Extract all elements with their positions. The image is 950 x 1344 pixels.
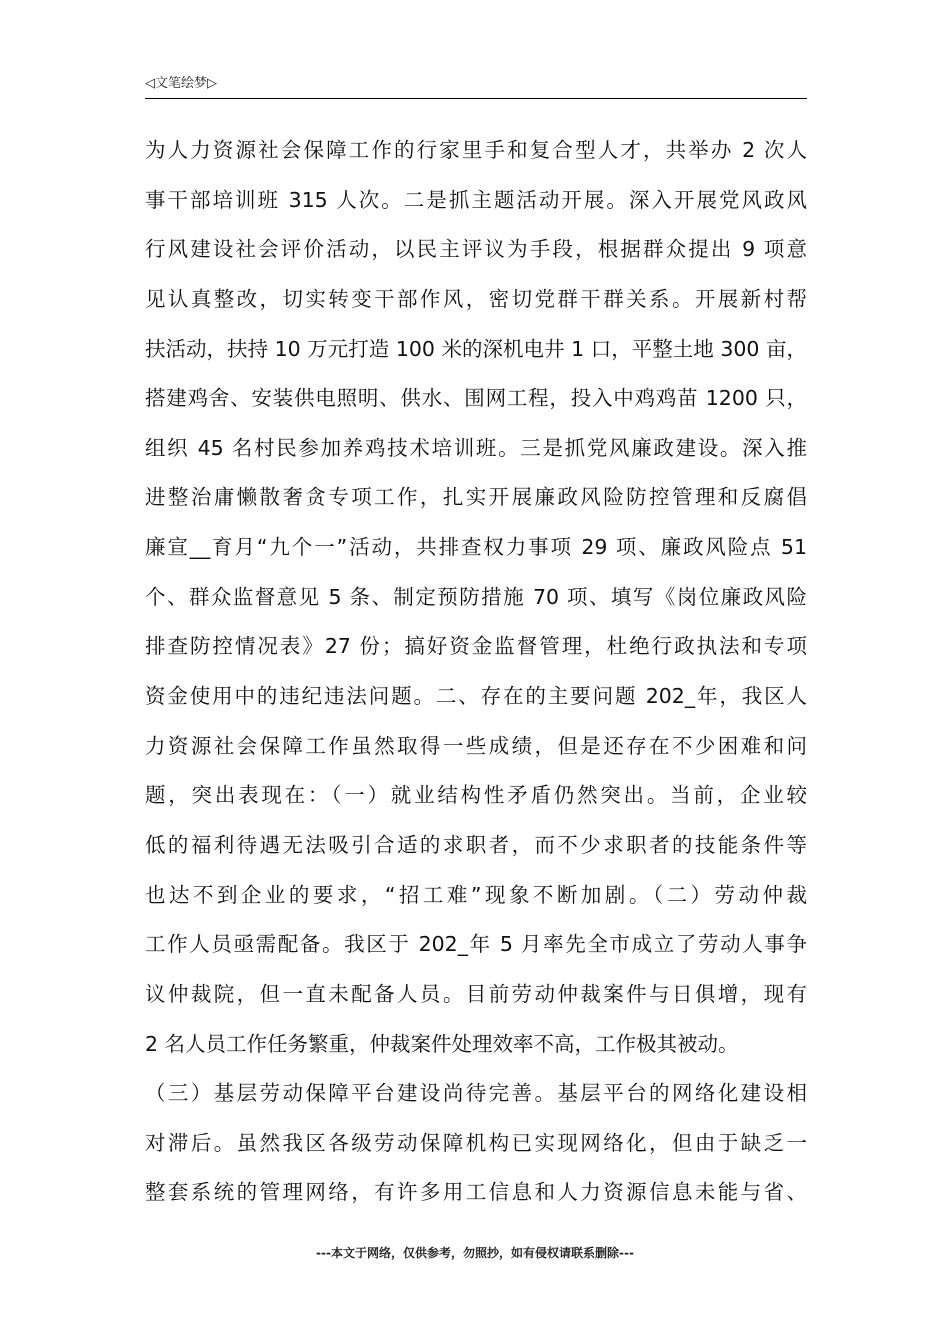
body-line: 排查防控情况表》27 份；搞好资金监督管理，杜绝行政执法和专项 [145,634,807,659]
body-line: 2 名人员工作任务繁重，仲裁案件处理效率不高，工作极其被动。 [145,1031,739,1056]
body-line: （三）基层劳动保障平台建设尚待完善。基层平台的网络化建设相 [145,1081,807,1106]
body-line: 对滞后。虽然我区各级劳动保障机构已实现网络化，但由于缺乏一 [145,1130,807,1155]
body-line: 议仲裁院，但一直未配备人员。目前劳动仲裁案件与日俱增，现有 [145,981,807,1006]
body-line: 进整治庸懒散奢贪专项工作，扎实开展廉政风险防控管理和反腐倡 [145,485,807,510]
body-line: 扶活动，扶持 10 万元打造 100 米的深机电井 1 口，平整土地 300 亩， [145,336,807,361]
body-line: 个、群众监督意见 5 条、制定预防措施 70 项、填写《岗位廉政风险 [145,584,807,609]
body-line: 行风建设社会评价活动，以民主评议为手段，根据群众提出 9 项意 [145,237,807,262]
body-line: 为人力资源社会保障工作的行家里手和复合型人才，共举办 2 次人 [145,138,807,162]
body-line: 低的福利待遇无法吸引合适的求职者，而不少求职者的技能条件等 [145,832,807,857]
body-line: 题，突出表现在：（一）就业结构性矛盾仍然突出。当前，企业较 [145,783,807,808]
body-line: 力资源社会保障工作虽然取得一些成绩，但是还存在不少困难和问 [145,733,807,758]
body-line: 搭建鸡舍、安装供电照明、供水、围网工程，投入中鸡鸡苗 1200 只， [145,386,807,411]
body-line: 事干部培训班 315 人次。二是抓主题活动开展。深入开展党风政风 [145,187,807,212]
document-body [145,126,807,1218]
body-line: 整套系统的管理网络，有许多用工信息和人力资源信息未能与省、 [145,1180,807,1205]
header-title: ◁文笔绘梦▷ [145,76,217,91]
body-line: 组织 45 名村民参加养鸡技术培训班。三是抓党风廉政建设。深入推 [145,435,807,460]
body-line: 廉宣__育月“九个一”活动，共排查权力事项 29 项、廉政风险点 51 [145,535,807,560]
body-line: 见认真整改，切实转变干部作风，密切党群干群关系。开展新村帮 [145,286,807,311]
body-line: 工作人员亟需配备。我区于 202_年 5 月率先全市成立了劳动人事争 [145,932,807,957]
body-line: 也达不到企业的要求，“招工难”现象不断加剧。（二）劳动仲裁 [145,882,807,907]
page-footer: ---本文于网络，仅供参考，勿照抄，如有侵权请联系删除--- [316,1246,634,1260]
page-header [145,74,807,99]
body-line: 资金使用中的违纪违法问题。二、存在的主要问题 202_年，我区人 [145,684,807,709]
